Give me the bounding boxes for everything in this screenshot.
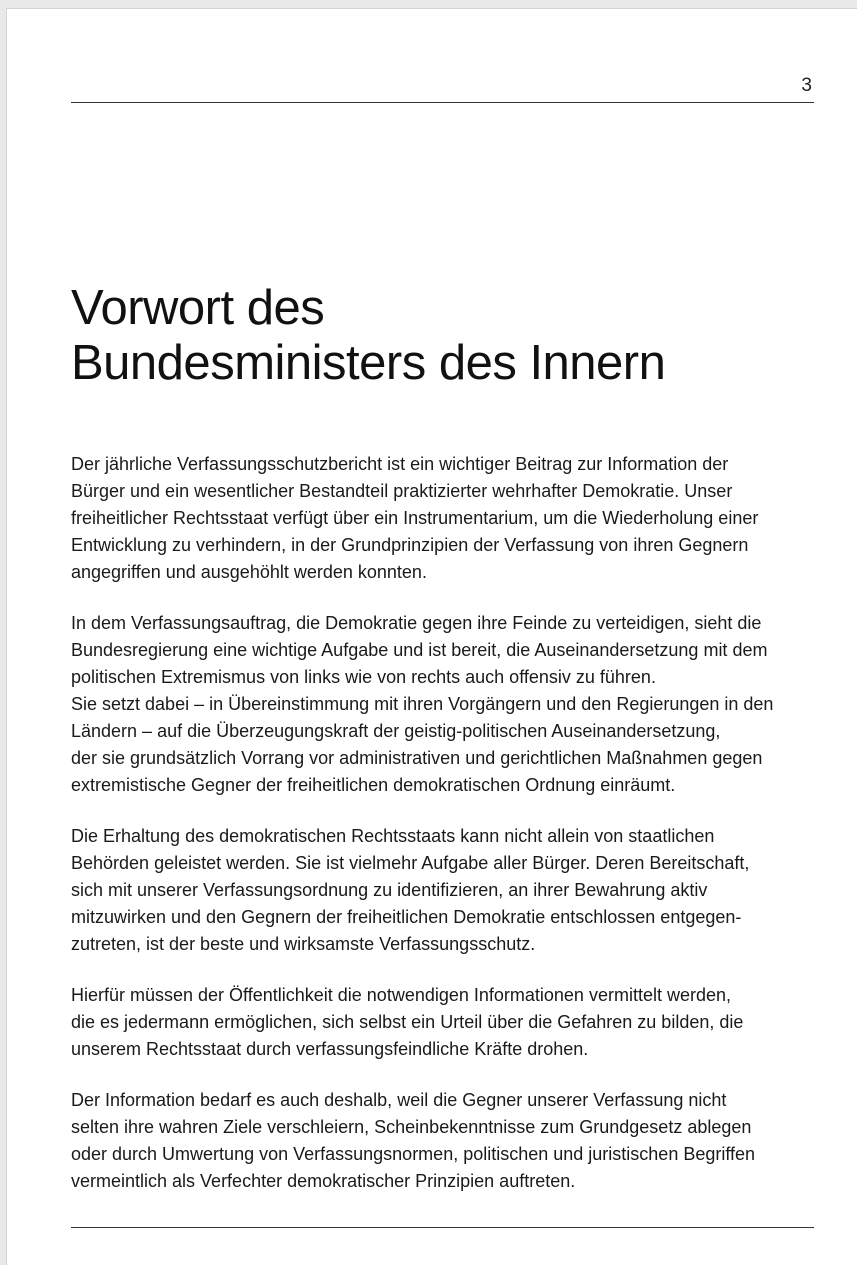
- text-line: mitzuwirken und den Gegnern der freiheitlichen Demokratie entschlossen entgegen-: [71, 907, 742, 927]
- text-line: Die Erhaltung des demokratischen Rechtsstaats kann nicht allein von staatlichen: [71, 826, 715, 846]
- text-line: In dem Verfassungsauftrag, die Demokratie gegen ihre Feinde zu verteidigen, sieht die: [71, 613, 762, 633]
- text-line: sich mit unserer Verfassungsordnung zu identifizieren, an ihrer Bewahrung aktiv: [71, 880, 708, 900]
- page-number: 3: [801, 75, 812, 96]
- text-line: Sie setzt dabei – in Übereinstimmung mit ihren Vorgängern und den Regierungen in den: [71, 694, 774, 714]
- paragraph-3: [71, 823, 831, 958]
- text-line: Ländern – auf die Überzeugungskraft der geistig-politischen Auseinandersetzung,: [71, 721, 721, 741]
- title-line: Vorwort des: [71, 281, 325, 335]
- paragraph-4: [71, 982, 831, 1063]
- text-line: freiheitlicher Rechtsstaat verfügt über ein Instrumentarium, um die Wiederholung einer: [71, 508, 759, 528]
- text-line: Hierfür müssen der Öffentlichkeit die notwendigen Informationen vermittelt werden,: [71, 985, 731, 1005]
- text-line: Der Information bedarf es auch deshalb, weil die Gegner unserer Verfassung nicht: [71, 1090, 727, 1110]
- body-text: [71, 451, 831, 1219]
- text-line: selten ihre wahren Ziele verschleiern, Scheinbekenntnisse zum Grundgesetz ablegen: [71, 1117, 752, 1137]
- text-line: politischen Extremismus von links wie von rechts auch offensiv zu führen.: [71, 667, 656, 687]
- header-rule: [71, 102, 814, 103]
- text-line: Behörden geleistet werden. Sie ist vielmehr Aufgabe aller Bürger. Deren Bereitschaft,: [71, 853, 750, 873]
- text-line: Bürger und ein wesentlicher Bestandteil praktizierter wehrhafter Demokratie. Unser: [71, 481, 733, 501]
- page-title: [71, 281, 811, 391]
- title-line: Bundesministers des Innern: [71, 336, 666, 390]
- text-line: oder durch Umwertung von Verfassungsnormen, politischen und juristischen Begriffen: [71, 1144, 756, 1164]
- text-line: zutreten, ist der beste und wirksamste Verfassungsschutz.: [71, 934, 536, 954]
- text-line: extremistische Gegner der freiheitlichen demokratischen Ordnung einräumt.: [71, 775, 676, 795]
- text-line: unserem Rechtsstaat durch verfassungsfeindliche Kräfte drohen.: [71, 1039, 589, 1059]
- text-line: Bundesregierung eine wichtige Aufgabe und ist bereit, die Auseinandersetzung mit dem: [71, 640, 768, 660]
- text-line: der sie grundsätzlich Vorrang vor administrativen und gerichtlichen Maßnahmen gegen: [71, 748, 763, 768]
- text-line: Entwicklung zu verhindern, in der Grundprinzipien der Verfassung von ihren Gegnern: [71, 535, 749, 555]
- paragraph-1: [71, 451, 831, 586]
- text-line: die es jedermann ermöglichen, sich selbst ein Urteil über die Gefahren zu bilden, die: [71, 1012, 744, 1032]
- document-page: [6, 8, 857, 1265]
- text-line: angegriffen und ausgehöhlt werden konnten.: [71, 562, 427, 582]
- text-line: Der jährliche Verfassungsschutzbericht ist ein wichtiger Beitrag zur Information der: [71, 454, 729, 474]
- paragraph-2: [71, 610, 831, 799]
- paragraph-5: [71, 1087, 831, 1195]
- text-line: vermeintlich als Verfechter demokratischer Prinzipien auftreten.: [71, 1171, 576, 1191]
- footer-rule: [71, 1227, 814, 1228]
